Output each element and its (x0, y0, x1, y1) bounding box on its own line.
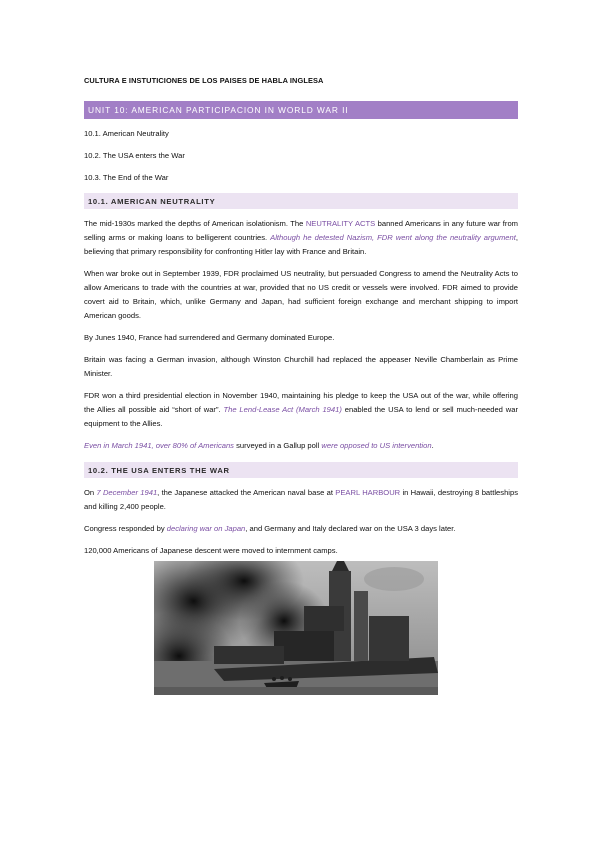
paragraph-congress-response (84, 522, 518, 536)
paragraph-pearl-harbour (84, 486, 518, 514)
text-run: On (84, 488, 97, 497)
text-run: , believing that primary responsibility for confronting Hitler lay with France and Britain. (84, 233, 518, 256)
paragraph-internment: 120,000 Americans of Japanese descent were moved to internment camps. (84, 546, 338, 555)
toc-item-3: 10.3. The End of the War (84, 173, 169, 182)
italic-highlight: were opposed to US intervention (321, 441, 432, 450)
paragraph-third-election (84, 389, 518, 431)
text-run: , the Japanese attacked the American naval base at (157, 488, 336, 497)
lend-lease-highlight: The Lend-Lease Act (March 1941) (223, 405, 342, 414)
text-run: , and Germany and Italy declared war on the USA 3 days later. (245, 524, 456, 533)
italic-highlight: declaring war on Japan (166, 524, 246, 533)
text-run: Congress responded by (84, 524, 167, 533)
paragraph-war-1939: When war broke out in September 1939, FDR proclaimed US neutrality, but persuaded Congress to amend the Neutrality Acts to allow Americans to trade with the countries at war, provided that no US credit or vessels were involved. FDR aimed to provide covert aid to Britain, which, unlike Germany and Japan, had sufficient foreign exchange and merchant shipping to import American goods. (84, 269, 518, 320)
paragraph-gallup-poll (84, 439, 518, 453)
date-highlight: 7 December 1941 (96, 488, 158, 497)
text-run: FDR won a third presidential election in November 1940, maintaining his pledge to keep the USA out of the war, while offering the Allies all possible aid “short of war”. (84, 391, 518, 414)
section-title-usa-enters: 10.2. THE USA ENTERS THE WAR (84, 462, 518, 478)
pearl-harbor-photo (154, 561, 438, 695)
pearl-harbour-highlight: PEARL HARBOUR (335, 488, 401, 497)
paragraph-france-surrender: By Junes 1940, France had surrendered and Germany dominated Europe. (84, 333, 335, 342)
text-run: The mid-1930s marked the depths of American isolationism. The (84, 219, 306, 228)
document-body (84, 76, 518, 695)
text-run: banned Americans in any future war from selling arms or making loans to belligerent countries. (84, 219, 518, 242)
italic-highlight: Even in March 1941, over 80% of Americans (84, 441, 234, 450)
text-run: enabled the USA to lend or sell much-needed war equipment to the Allies. (84, 405, 519, 428)
text-run: in Hawaii, destroying 8 battleships and killing 2,400 people. (84, 488, 519, 511)
document-header: CULTURA E INSTUTICIONES DE LOS PAISES DE HABLA INGLESA (84, 76, 324, 85)
paragraph-britain-invasion: Britain was facing a German invasion, although Winston Churchill had replaced the appeaser Neville Chamberlain as Prime Minister. (84, 355, 518, 378)
italic-highlight: Although he detested Nazism, FDR went along the neutrality argument (270, 233, 516, 242)
unit-title-bar: UNIT 10: AMERICAN PARTICIPACION IN WORLD WAR II (84, 101, 518, 119)
toc-item-2: 10.2. The USA enters the War (84, 151, 185, 160)
text-run: surveyed in a Gallup poll (233, 441, 322, 450)
paragraph-isolationism (84, 217, 518, 259)
section-title-neutrality: 10.1. AMERICAN NEUTRALITY (84, 193, 518, 209)
neutrality-acts-highlight: NEUTRALITY ACTS (305, 219, 376, 228)
toc-item-1: 10.1. American Neutrality (84, 129, 169, 138)
text-run: . (431, 441, 434, 450)
